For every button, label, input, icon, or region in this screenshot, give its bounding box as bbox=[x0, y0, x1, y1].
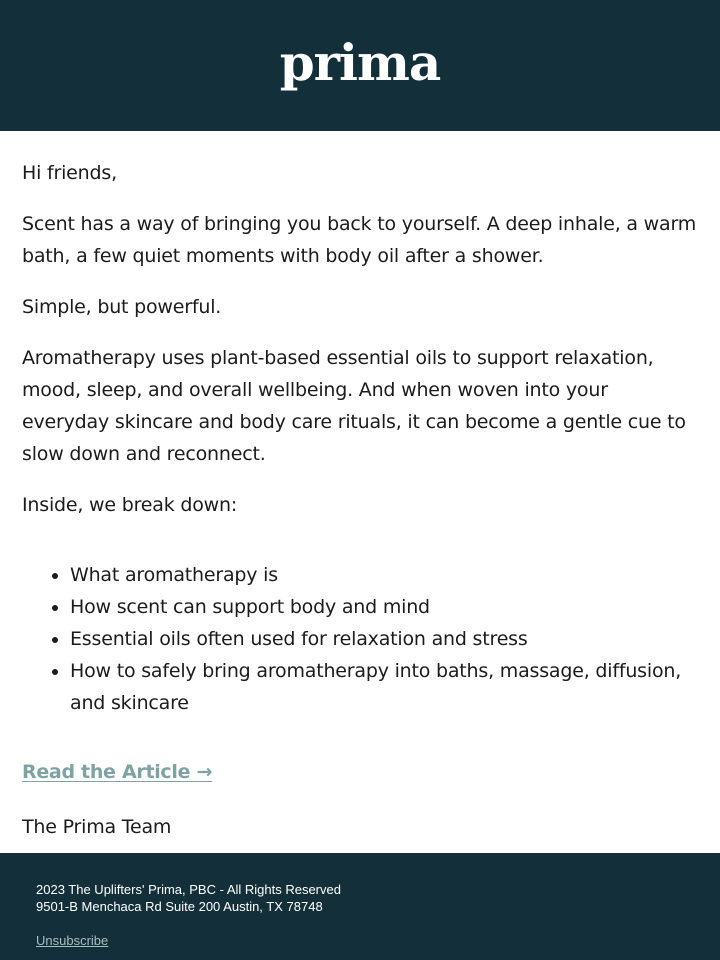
paragraph-simple: Simple, but powerful. bbox=[22, 296, 222, 318]
copyright-text: 2023 The Uplifters' Prima, PBC - All Rights Reserved bbox=[36, 882, 341, 897]
topics-list bbox=[22, 559, 698, 719]
email-header bbox=[0, 0, 720, 131]
list-item: • What aromatherapy is bbox=[70, 559, 698, 591]
paragraph-intro: Scent has a way of bringing you back to yourself. A deep inhale, a warm bath, a few quiet moments with body oil after a shower. bbox=[22, 213, 697, 267]
email-footer bbox=[0, 853, 720, 960]
prima-logo[interactable]: prima bbox=[279, 32, 441, 92]
read-article-link[interactable]: Read the Article → bbox=[22, 761, 213, 783]
address-text: 9501-B Menchaca Rd Suite 200 Austin, TX 78748 bbox=[36, 899, 323, 914]
unsubscribe-link[interactable]: Unsubscribe bbox=[36, 933, 109, 948]
greeting: Hi friends, bbox=[22, 162, 117, 184]
paragraph-aromatherapy: Aromatherapy uses plant-based essential oils to support relaxation, mood, sleep, and overall wellbeing. And when woven into your everyday skincare and body care rituals, it can become a gentle cue to slow down and reconnect. bbox=[22, 347, 686, 465]
email-body bbox=[0, 131, 720, 838]
paragraph-inside: Inside, we break down: bbox=[22, 494, 238, 516]
signoff: The Prima Team bbox=[22, 816, 172, 838]
list-item: • How to safely bring aromatherapy into baths, massage, diffusion, and skincare bbox=[70, 655, 698, 719]
list-item: • Essential oils often used for relaxation and stress bbox=[70, 623, 698, 655]
list-item: • How scent can support body and mind bbox=[70, 591, 698, 623]
